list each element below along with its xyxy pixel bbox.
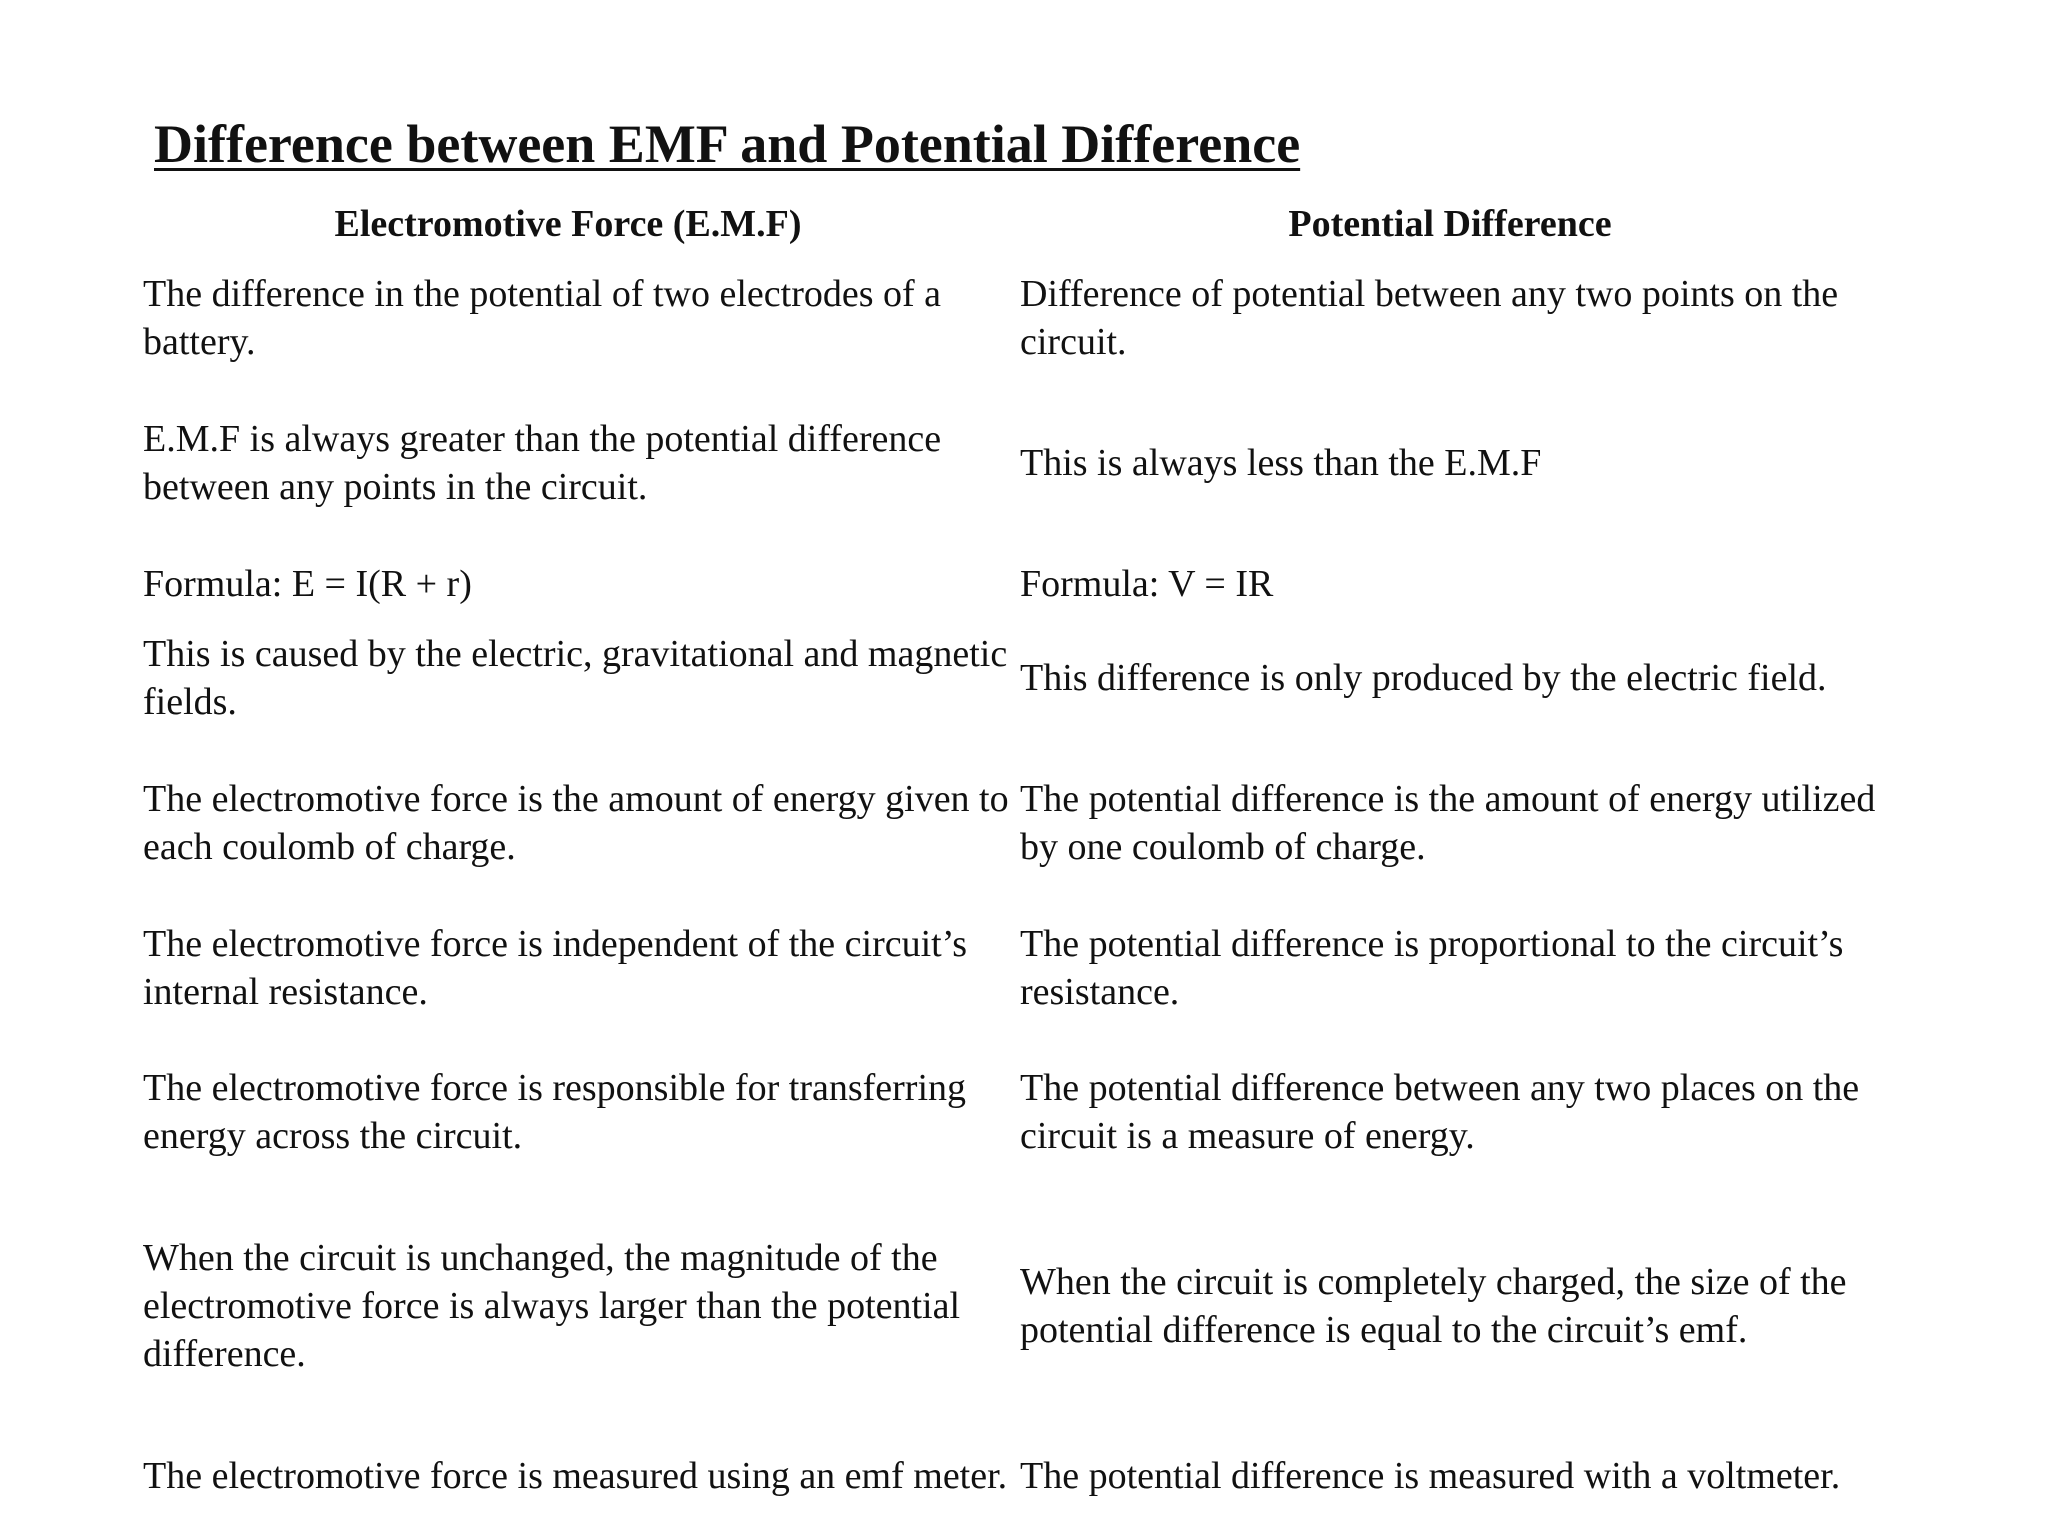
table-cell-emf: The electromotive force is independent of the circuit’s internal resistance. (143, 923, 968, 1013)
table-cell-pd: Formula: V = IR (1020, 563, 1274, 605)
table-cell-emf: Formula: E = I(R + r) (143, 563, 472, 605)
table-cell-emf: The electromotive force is measured using an emf meter. (143, 1455, 1008, 1497)
table-cell-emf: The electromotive force is responsible for transferring energy across the circuit. (143, 1067, 967, 1157)
table-cell-emf: This is caused by the electric, gravitational and magnetic fields. (143, 633, 1008, 723)
table-cell-pd: The potential difference is measured with a voltmeter. (1020, 1455, 1841, 1497)
table-cell-pd: The potential difference is the amount of energy utilized by one coulomb of charge. (1020, 778, 1876, 868)
page-title: Difference between EMF and Potential Difference (154, 114, 1301, 174)
column-header-emf: Electromotive Force (E.M.F) (334, 203, 802, 245)
table-cell-emf: When the circuit is unchanged, the magnitude of the electromotive force is always larger than the potential difference. (143, 1237, 961, 1375)
table-cell-emf: The difference in the potential of two electrodes of a battery. (143, 273, 942, 363)
table-cell-pd: The potential difference between any two places on the circuit is a measure of energy. (1020, 1067, 1860, 1157)
column-header-potential-difference: Potential Difference (1288, 203, 1612, 245)
table-cell-emf: E.M.F is always greater than the potential difference between any points in the circuit. (143, 418, 942, 508)
table-cell-emf: The electromotive force is the amount of energy given to each coulomb of charge. (143, 778, 1009, 868)
table-cell-pd: Difference of potential between any two points on the circuit. (1020, 273, 1839, 363)
table-cell-pd: When the circuit is completely charged, the size of the potential difference is equal to the circuit’s emf. (1020, 1261, 1847, 1351)
table-cell-pd: This difference is only produced by the electric field. (1020, 657, 1827, 699)
table-cell-pd: The potential difference is proportional to the circuit’s resistance. (1020, 923, 1844, 1013)
table-cell-pd: This is always less than the E.M.F (1020, 442, 1542, 484)
